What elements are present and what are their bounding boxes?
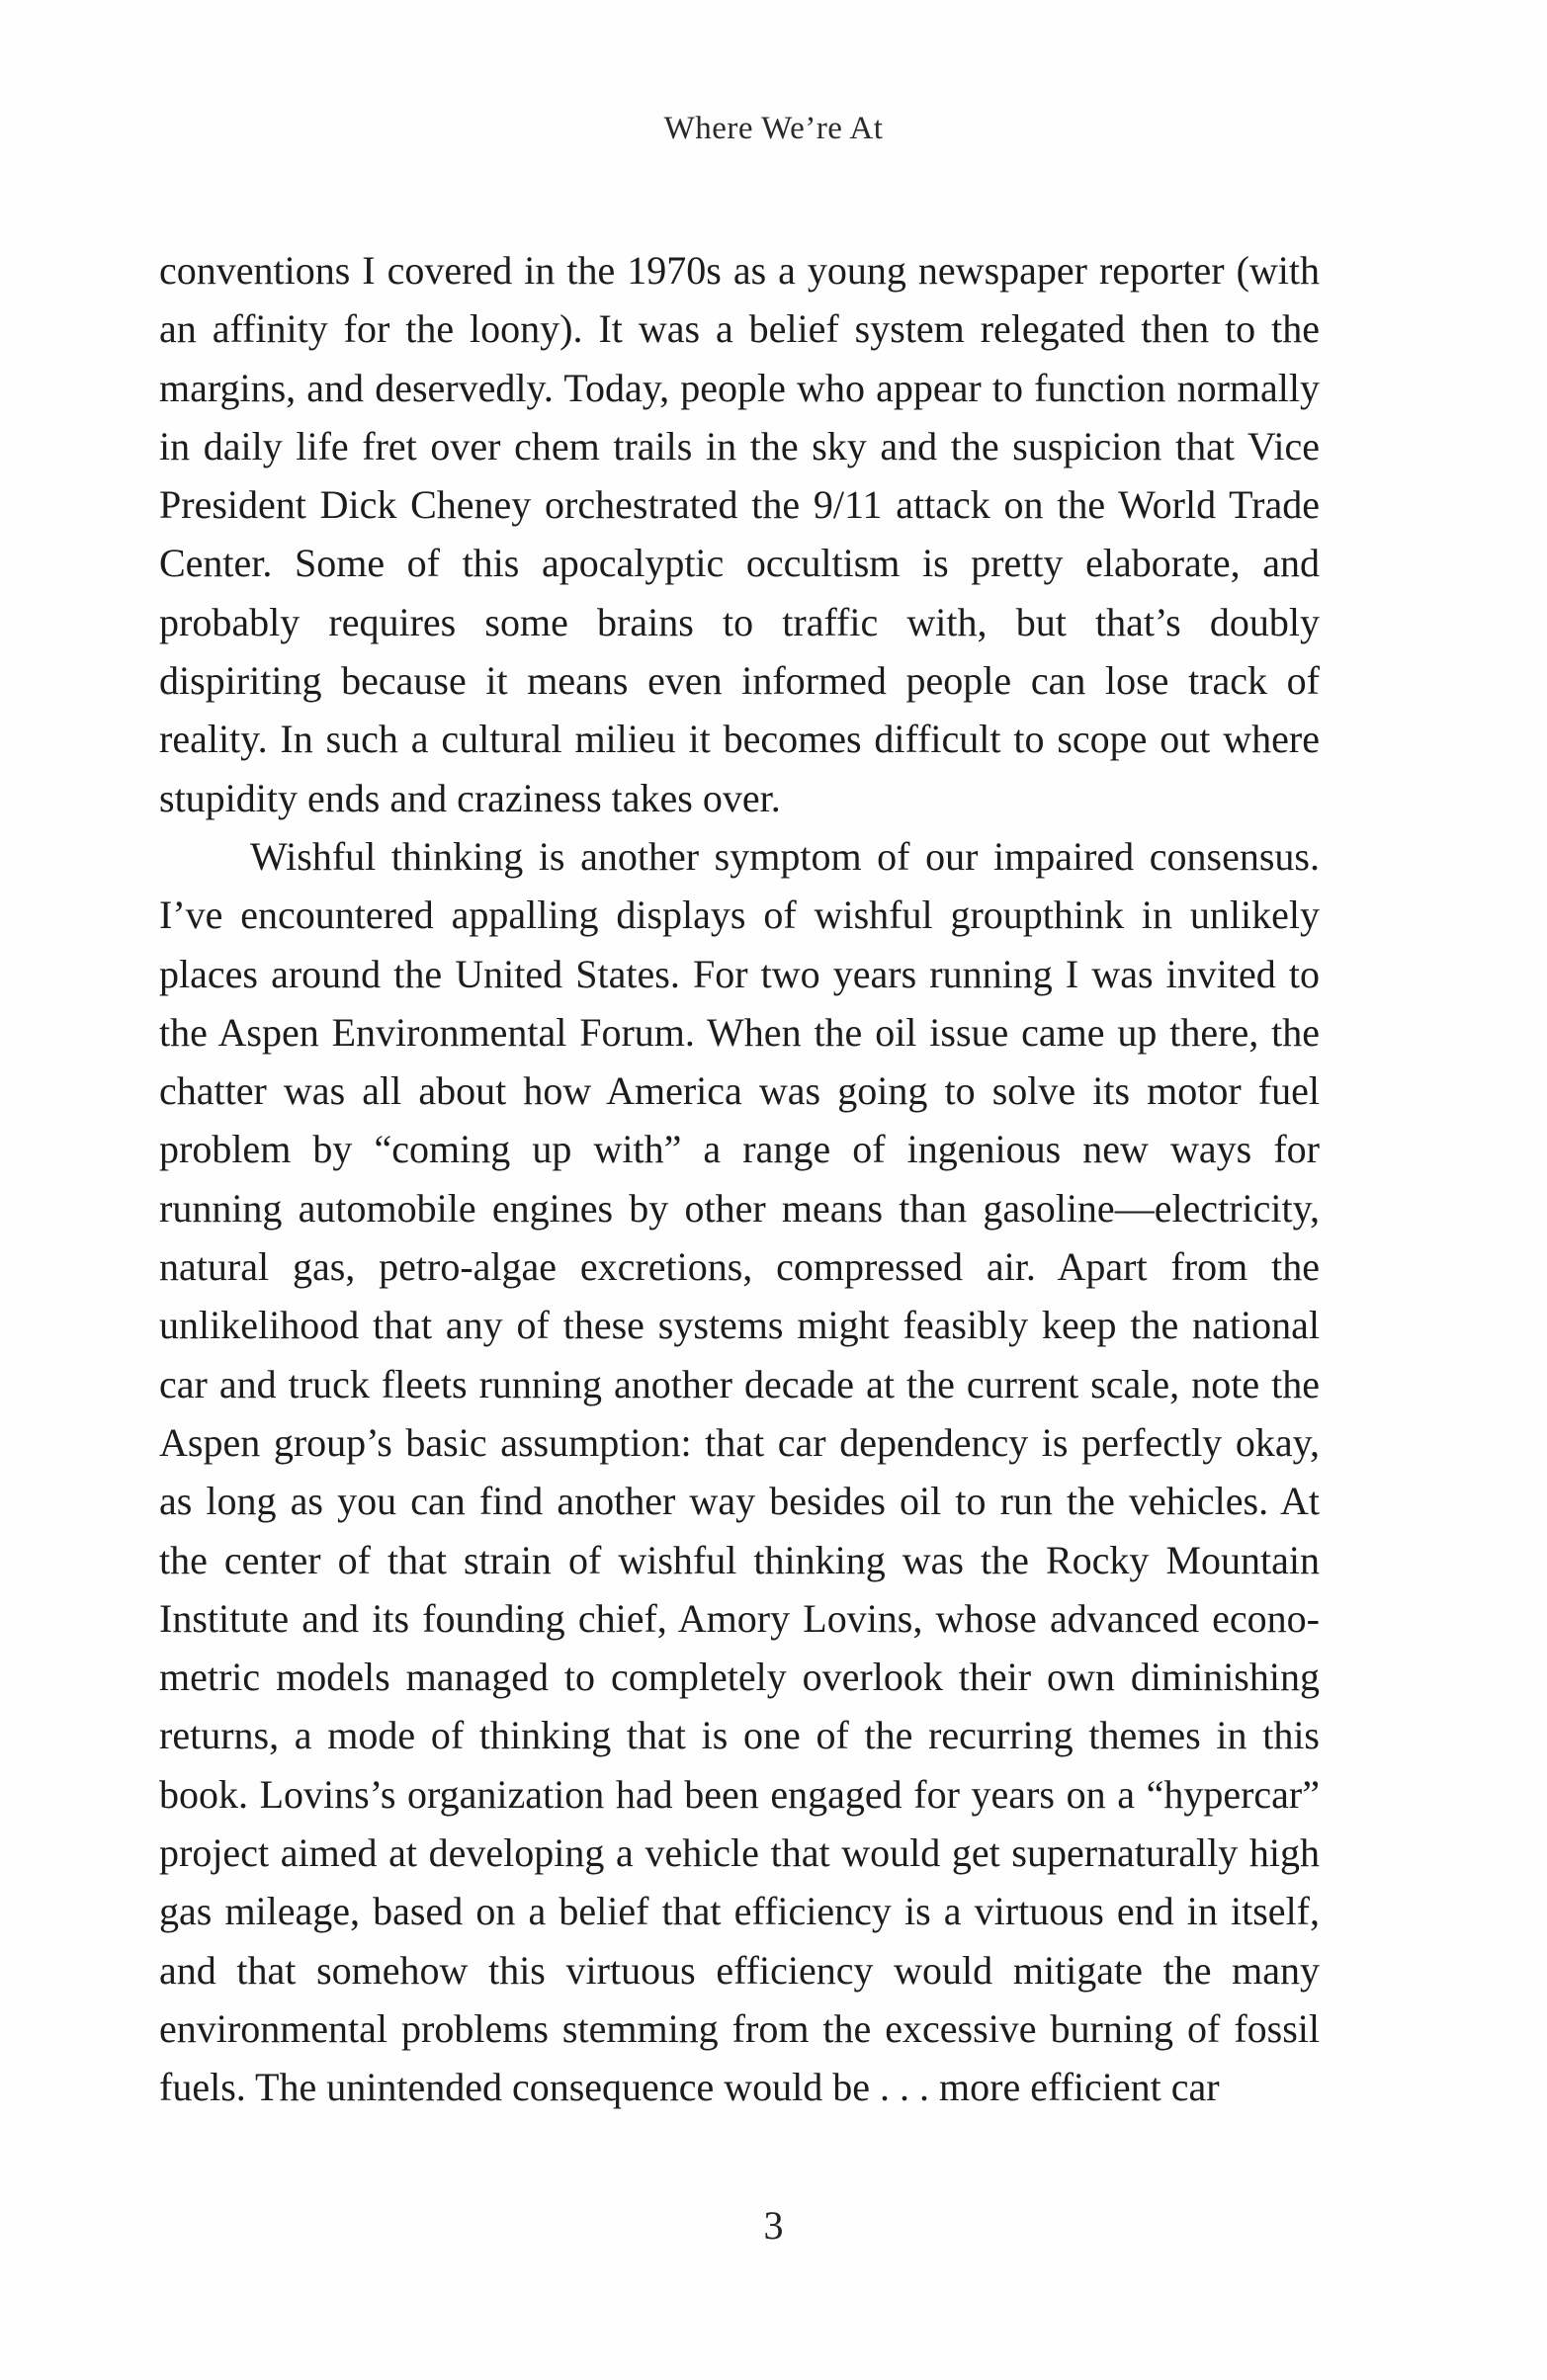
paragraph-wishful-thinking: Wishful thinking is another symptom of our impaired consensus. I’ve encountered appalling displays of wishful groupthink in unlikely places around the United States. For two years running I was invited to the Aspen Environmental Forum. When the oil issue came up there, the chatter was all about how America was going to solve its motor fuel problem by “coming up with” a range of ingenious new ways for running automobile engines by other means than gasoline—electricity, natural gas, petro-algae excretions, compressed air. Apart from the unlikelihood that any of these systems might feasibly keep the national car and truck fleets running another decade at the current scale, note the Aspen group’s basic assumption: that car dependency is perfectly okay, as long as you can find another way besides oil to run the vehicles. At the center of that strain of wishful thinking was the Rocky Mountain Institute and its founding chief, Amory Lovins, whose advanced econometric models managed to completely overlook their own diminishing returns, a mode of thinking that is one of the recurring themes in this book. Lovins’s organization had been engaged for years on a “hypercar” project aimed at developing a vehicle that would get supernaturally high gas mileage, based on a belief that efficiency is a virtuous end in itself, and that somehow this virtuous efficiency would mitigate the many environmental problems stemming from the excessive burning of fossil fuels. The unintended consequence would be . . . more efficient car — [159, 833, 1320, 2110]
body-text — [159, 241, 1320, 2117]
running-head: Where We’re At — [663, 111, 884, 146]
paragraph-continuation: conventions I covered in the 1970s as a young newspaper reporter (with an affinity for the loony). It was a belief system relegated then to the margins, and deservedly. Today, people who appear to function normally in daily life fret over chem trails in the sky and the suspicion that Vice President Dick Cheney orchestrated the 9/11 attack on the World Trade Center. Some of this apocalyptic occultism is pretty elaborate, and probably requires some brains to traffic with, but that’s doubly dispiriting because it means even informed people can lose track of reality. In such a cultural milieu it becomes difficult to scope out where stupidity ends and craziness takes over. — [159, 248, 1320, 820]
page-number: 3 — [763, 2203, 784, 2248]
